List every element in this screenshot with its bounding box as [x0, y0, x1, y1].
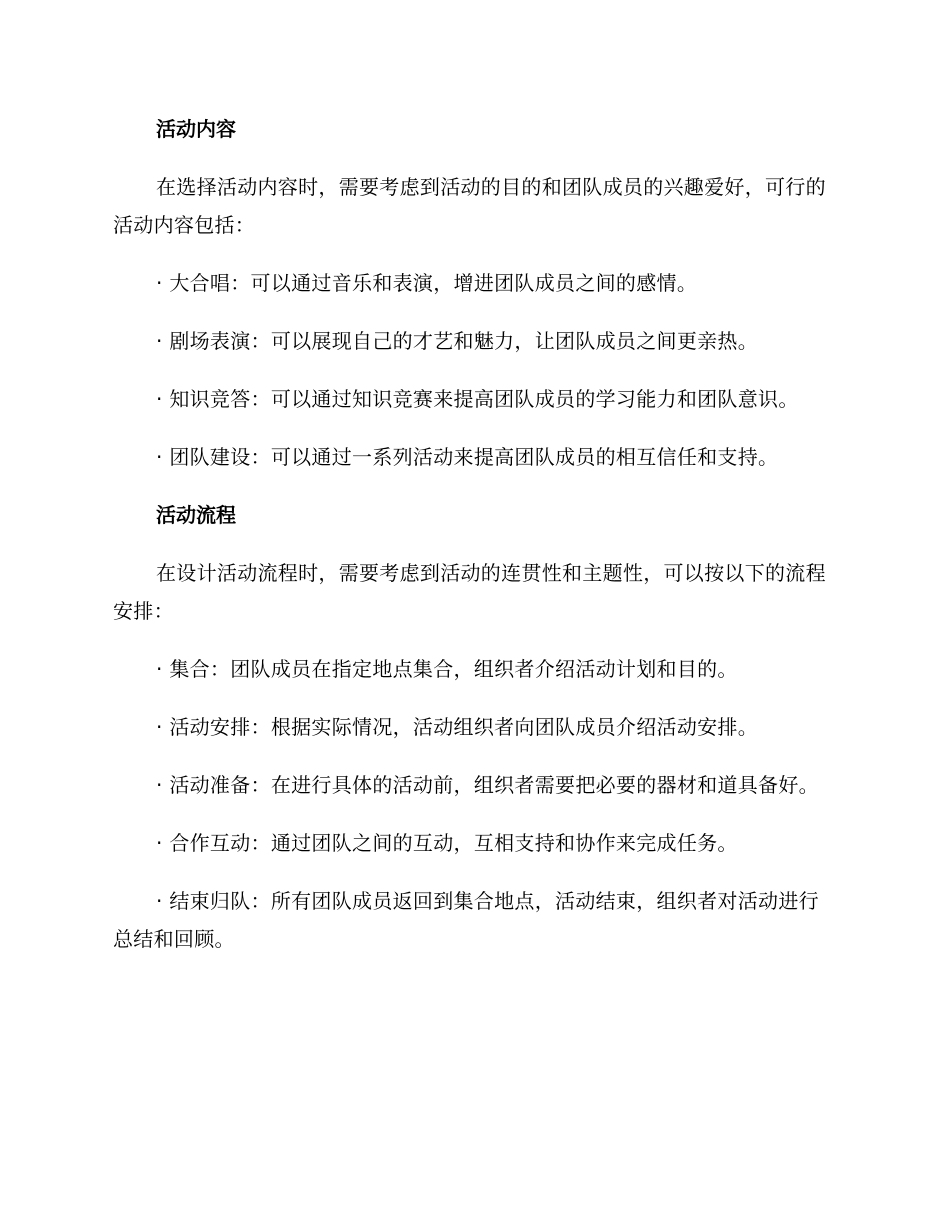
list-item: · 活动安排：根据实际情况，活动组织者向团队成员介绍活动安排。 [156, 715, 759, 739]
section-intro-process: 在设计活动流程时，需要考虑到活动的连贯性和主题性，可以按以下的流程安排： [113, 561, 826, 623]
list-item: · 知识竞答：可以通过知识竞赛来提高团队成员的学习能力和团队意识。 [156, 387, 799, 411]
list-item: · 大合唱：可以通过音乐和表演，增进团队成员之间的感情。 [156, 271, 698, 295]
section-heading-process: 活动流程 [156, 503, 236, 527]
document-page [113, 110, 833, 978]
list-item: · 活动准备：在进行具体的活动前，组织者需要把必要的器材和道具备好。 [156, 773, 819, 797]
list-item: · 剧场表演：可以展现自己的才艺和魅力，让团队成员之间更亲热。 [156, 329, 759, 353]
list-item: · 集合：团队成员在指定地点集合，组织者介绍活动计划和目的。 [156, 657, 738, 681]
list-item: · 团队建设：可以通过一系列活动来提高团队成员的相互信任和支持。 [156, 445, 779, 469]
list-item: · 结束归队：所有团队成员返回到集合地点，活动结束，组织者对活动进行总结和回顾。 [113, 889, 819, 951]
section-heading-content: 活动内容 [156, 117, 236, 141]
section-intro-content: 在选择活动内容时，需要考虑到活动的目的和团队成员的兴趣爱好，可行的活动内容包括： [113, 175, 826, 237]
list-item: · 合作互动：通过团队之间的互动，互相支持和协作来完成任务。 [156, 831, 738, 855]
